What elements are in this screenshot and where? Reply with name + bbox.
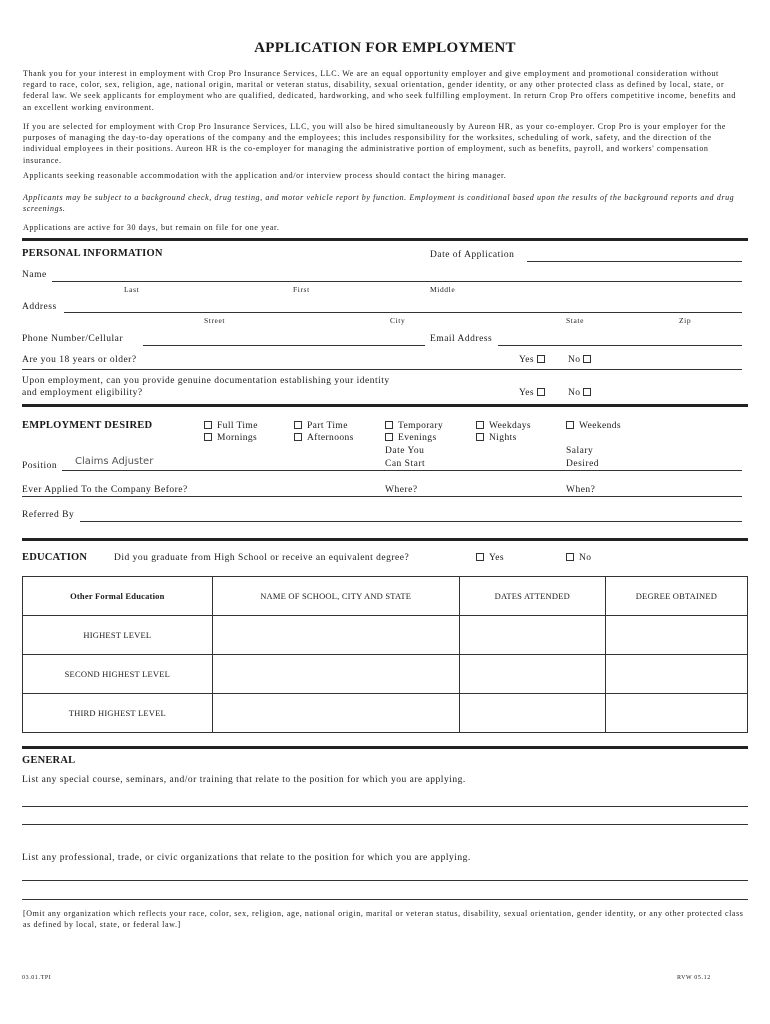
salary-desired-label-2: Desired xyxy=(566,459,600,469)
row-label-highest: HIGHEST LEVEL xyxy=(23,616,213,655)
address-state-caption: State xyxy=(566,316,584,325)
email-label: Email Address xyxy=(430,334,493,344)
salary-desired-label-1: Salary xyxy=(566,446,594,456)
table-row xyxy=(23,616,748,655)
weekends-checkbox[interactable] xyxy=(566,421,574,429)
doc-yes-label: Yes xyxy=(519,388,535,398)
omit-organizations-note: [Omit any organization which reflects your race, color, sex, religion, age, national origin, marital or veteran status, disability, sexual orientation, gender identity, or any other protected class as defined by local, state, or federal law.] xyxy=(23,909,744,930)
cell-dates[interactable] xyxy=(459,694,605,733)
cell-dates[interactable] xyxy=(459,655,605,694)
organizations-question: List any professional, trade, or civic organizations that relate to the position for which you are applying. xyxy=(22,853,471,863)
section-divider xyxy=(22,404,748,407)
education-header: EDUCATION xyxy=(22,552,88,563)
temporary-checkbox[interactable] xyxy=(385,421,393,429)
documentation-question-line1: Upon employment, can you provide genuine documentation establishing your identity xyxy=(22,376,390,386)
phone-label: Phone Number/Cellular xyxy=(22,334,123,344)
ever-applied-field-line[interactable] xyxy=(22,496,742,497)
cell-school[interactable] xyxy=(212,694,459,733)
address-zip-caption: Zip xyxy=(679,316,692,325)
hs-yes-checkbox[interactable] xyxy=(476,553,484,561)
education-table xyxy=(22,576,748,733)
section-divider xyxy=(22,538,748,541)
date-you-can-start-label-1: Date You xyxy=(385,446,425,456)
option-part-time[interactable]: Part Time xyxy=(294,421,348,431)
intro-paragraph-active: Applications are active for 30 days, but remain on file for one year. xyxy=(23,223,280,232)
age-no-checkbox[interactable] xyxy=(583,355,591,363)
weekdays-checkbox[interactable] xyxy=(476,421,484,429)
intro-paragraph-eeo: Thank you for your interest in employment with Crop Pro Insurance Services, LLC. We are an equal opportunity employer and give employment and promotional consideration without regard to race, color, sex, religion, age, national origin, marital or veteran status, disability, sexual orientation, gender identity, or any other protected class as defined by local, state, or federal law. We seek applicants for employment who are qualified, dedicated, hardworking, and who seek fulfilling employment. In return Crop Pro offers competitive income, benefits and an excellent working environment. xyxy=(23,69,736,112)
evenings-checkbox[interactable] xyxy=(385,433,393,441)
hs-yes-option[interactable]: Yes xyxy=(476,553,504,563)
special-courses-line-2[interactable] xyxy=(22,824,748,825)
cell-school[interactable] xyxy=(212,655,459,694)
doc-yes-checkbox[interactable] xyxy=(537,388,545,396)
option-afternoons[interactable]: Afternoons xyxy=(294,433,354,443)
intro-paragraph-background-check: Applicants may be subject to a background check, drug testing, and motor vehicle report by function. Employment is conditional based upon the results of the background reports and drug screenings. xyxy=(23,193,735,214)
ever-applied-label: Ever Applied To the Company Before? xyxy=(22,485,188,495)
afternoons-checkbox[interactable] xyxy=(294,433,302,441)
footer-form-code: 03.01.TPI xyxy=(22,975,52,981)
section-divider xyxy=(22,746,748,749)
doc-yes-option[interactable] xyxy=(519,388,550,398)
email-field[interactable] xyxy=(498,345,742,346)
date-you-can-start-label-2: Can Start xyxy=(385,459,426,469)
age-yes-checkbox[interactable] xyxy=(537,355,545,363)
name-middle-caption: Middle xyxy=(430,285,456,294)
name-first-caption: First xyxy=(293,285,310,294)
section-divider xyxy=(22,238,748,241)
table-header-row xyxy=(23,577,748,616)
date-of-application-label: Date of Application xyxy=(430,250,515,260)
option-mornings[interactable]: Mornings xyxy=(204,433,257,443)
when-label: When? xyxy=(566,485,596,495)
date-of-application-field[interactable] xyxy=(527,261,742,262)
address-city-caption: City xyxy=(390,316,406,325)
doc-no-checkbox[interactable] xyxy=(583,388,591,396)
general-header: GENERAL xyxy=(22,755,76,766)
divider-line xyxy=(22,369,742,370)
cell-degree[interactable] xyxy=(605,655,747,694)
full-time-checkbox[interactable] xyxy=(204,421,212,429)
table-row xyxy=(23,694,748,733)
position-label: Position xyxy=(22,461,58,471)
referred-by-label: Referred By xyxy=(22,510,75,520)
special-courses-question: List any special course, seminars, and/or training that relate to the position for which you are applying. xyxy=(22,775,466,785)
row-label-third-highest: THIRD HIGHEST LEVEL xyxy=(23,694,213,733)
name-last-caption: Last xyxy=(124,285,140,294)
address-field[interactable] xyxy=(64,312,742,313)
organizations-line-2[interactable] xyxy=(22,899,748,900)
col-dates-attended: DATES ATTENDED xyxy=(459,577,605,616)
cell-school[interactable] xyxy=(212,616,459,655)
name-label: Name xyxy=(22,270,47,280)
option-evenings[interactable]: Evenings xyxy=(385,433,437,443)
age-no-label: No xyxy=(568,355,581,365)
hs-no-option[interactable]: No xyxy=(566,553,591,563)
intro-paragraph-accommodation: Applicants seeking reasonable accommodation with the application and/or interview process should contact the hiring manager. xyxy=(23,171,507,180)
name-field[interactable] xyxy=(52,281,742,282)
page-title: APPLICATION FOR EMPLOYMENT xyxy=(254,40,516,56)
option-temporary[interactable]: Temporary xyxy=(385,421,443,431)
option-nights[interactable]: Nights xyxy=(476,433,517,443)
col-school-name: NAME OF SCHOOL, CITY AND STATE xyxy=(212,577,459,616)
cell-degree[interactable] xyxy=(605,694,747,733)
documentation-question-line2: and employment eligibility? xyxy=(22,388,143,398)
age-no-option[interactable] xyxy=(568,355,596,365)
col-degree-obtained: DEGREE OBTAINED xyxy=(605,577,747,616)
doc-no-label: No xyxy=(568,388,581,398)
position-field-line xyxy=(62,470,742,471)
footer-revision: RVW 05.12 xyxy=(677,975,711,981)
table-row xyxy=(23,655,748,694)
doc-no-option[interactable] xyxy=(568,388,596,398)
row-label-second-highest: SECOND HIGHEST LEVEL xyxy=(23,655,213,694)
nights-checkbox[interactable] xyxy=(476,433,484,441)
cell-degree[interactable] xyxy=(605,616,747,655)
address-street-caption: Street xyxy=(204,316,226,325)
position-value[interactable]: Claims Adjuster xyxy=(75,456,154,467)
where-label: Where? xyxy=(385,485,418,495)
part-time-checkbox[interactable] xyxy=(294,421,302,429)
age-yes-label: Yes xyxy=(519,355,535,365)
option-full-time[interactable]: Full Time xyxy=(204,421,258,431)
high-school-question: Did you graduate from High School or receive an equivalent degree? xyxy=(114,553,410,563)
mornings-checkbox[interactable] xyxy=(204,433,212,441)
cell-dates[interactable] xyxy=(459,616,605,655)
age-yes-option[interactable] xyxy=(519,355,550,365)
age-question: Are you 18 years or older? xyxy=(22,355,137,365)
personal-info-header: PERSONAL INFORMATION xyxy=(22,248,163,259)
special-courses-line-1[interactable] xyxy=(22,806,748,807)
intro-paragraph-coemployer: If you are selected for employment with Crop Pro Insurance Services, LLC, you will also be hired simultaneously by Aureon HR, as your co-employer. Crop Pro is your employer for the purposes of managing the day-to-day operations of the company and the employees; this includes responsibility for the worksites, scheduling of work, safety, and the direction of the individual employees in their positions. Aureon HR is the co-employer for managing the administrative portion of employment, such as benefits, payroll, and workers' compensation insurance. xyxy=(23,122,726,165)
referred-by-field-line[interactable] xyxy=(80,521,742,522)
employment-desired-header: EMPLOYMENT DESIRED xyxy=(22,420,153,431)
phone-field[interactable] xyxy=(143,345,425,346)
option-weekends[interactable]: Weekends xyxy=(566,421,621,431)
organizations-line-1[interactable] xyxy=(22,880,748,881)
col-other-formal-education: Other Formal Education xyxy=(23,577,213,616)
hs-no-checkbox[interactable] xyxy=(566,553,574,561)
address-label: Address xyxy=(22,302,57,312)
option-weekdays[interactable]: Weekdays xyxy=(476,421,531,431)
